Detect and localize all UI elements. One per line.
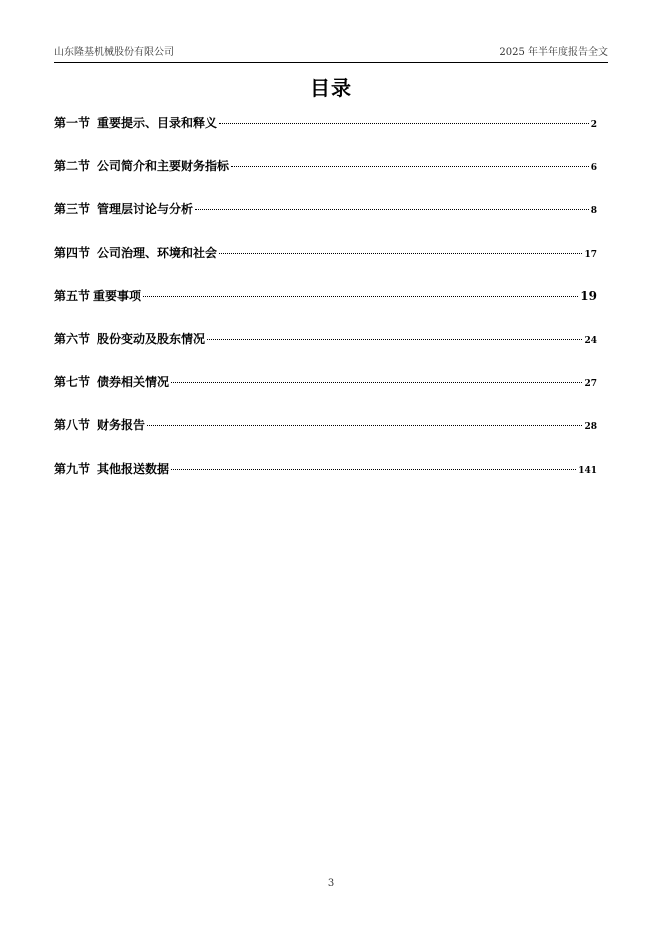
toc-section-number: 第三节 xyxy=(54,202,91,217)
toc-section-title: 重要事项 xyxy=(93,288,142,303)
toc-dot-leader xyxy=(195,209,589,210)
toc-dot-leader xyxy=(219,253,582,254)
footer-page-number: 3 xyxy=(327,878,335,889)
toc-section-title: 股份变动及股东情况 xyxy=(97,331,206,346)
toc-section-title: 债券相关情况 xyxy=(97,375,170,390)
toc-section-number: 第八节 xyxy=(54,418,91,433)
toc-section-number: 第二节 xyxy=(54,159,91,174)
toc-page-number: 24 xyxy=(584,335,597,346)
toc-page-number: 141 xyxy=(578,465,597,476)
toc-dot-leader xyxy=(147,425,582,426)
toc-page-number: 8 xyxy=(590,206,597,217)
toc-section-number: 第九节 xyxy=(54,461,91,476)
toc-dot-leader xyxy=(219,123,589,124)
toc-entry-6[interactable] xyxy=(54,329,597,372)
toc-page-number: 19 xyxy=(580,288,597,303)
toc-entry-7[interactable] xyxy=(54,372,597,415)
toc-entry-4[interactable] xyxy=(54,243,597,286)
toc-entry-2[interactable] xyxy=(54,156,597,199)
toc-section-number: 第五节 xyxy=(54,288,91,303)
toc-dot-leader xyxy=(171,382,582,383)
toc-section-number: 第一节 xyxy=(54,116,91,130)
toc-section-title: 重要提示、目录和释义 xyxy=(97,116,218,130)
toc-section-title: 公司治理、环境和社会 xyxy=(97,245,218,260)
toc-entry-9[interactable] xyxy=(54,459,597,502)
toc-page-number: 17 xyxy=(584,249,597,260)
page-title: 目录 xyxy=(310,76,352,100)
toc-dot-leader xyxy=(231,166,589,167)
toc-page-number: 6 xyxy=(590,163,597,174)
toc-entry-5[interactable] xyxy=(54,286,597,329)
toc-entry-8[interactable] xyxy=(54,415,597,458)
report-name: 2025 年半年度报告全文 xyxy=(499,47,608,58)
page-header xyxy=(54,46,608,63)
toc-section-title: 财务报告 xyxy=(97,418,146,433)
toc-dot-leader xyxy=(207,339,582,340)
company-name: 山东隆基机械股份有限公司 xyxy=(54,47,174,58)
toc-section-number: 第六节 xyxy=(54,331,91,346)
toc-dot-leader xyxy=(171,469,576,470)
toc-section-title: 管理层讨论与分析 xyxy=(97,202,194,217)
toc-page-number: 27 xyxy=(584,379,597,390)
toc-dot-leader xyxy=(143,296,578,297)
toc-page-number: 28 xyxy=(584,422,597,433)
toc-page-number: 2 xyxy=(590,120,597,130)
toc-section-title: 公司简介和主要财务指标 xyxy=(97,159,230,174)
toc-section-title: 其他报送数据 xyxy=(97,461,170,476)
toc-entry-1[interactable] xyxy=(54,113,597,156)
toc-entry-3[interactable] xyxy=(54,199,597,242)
toc-section-number: 第四节 xyxy=(54,245,91,260)
toc-section-number: 第七节 xyxy=(54,375,91,390)
table-of-contents xyxy=(54,113,597,502)
